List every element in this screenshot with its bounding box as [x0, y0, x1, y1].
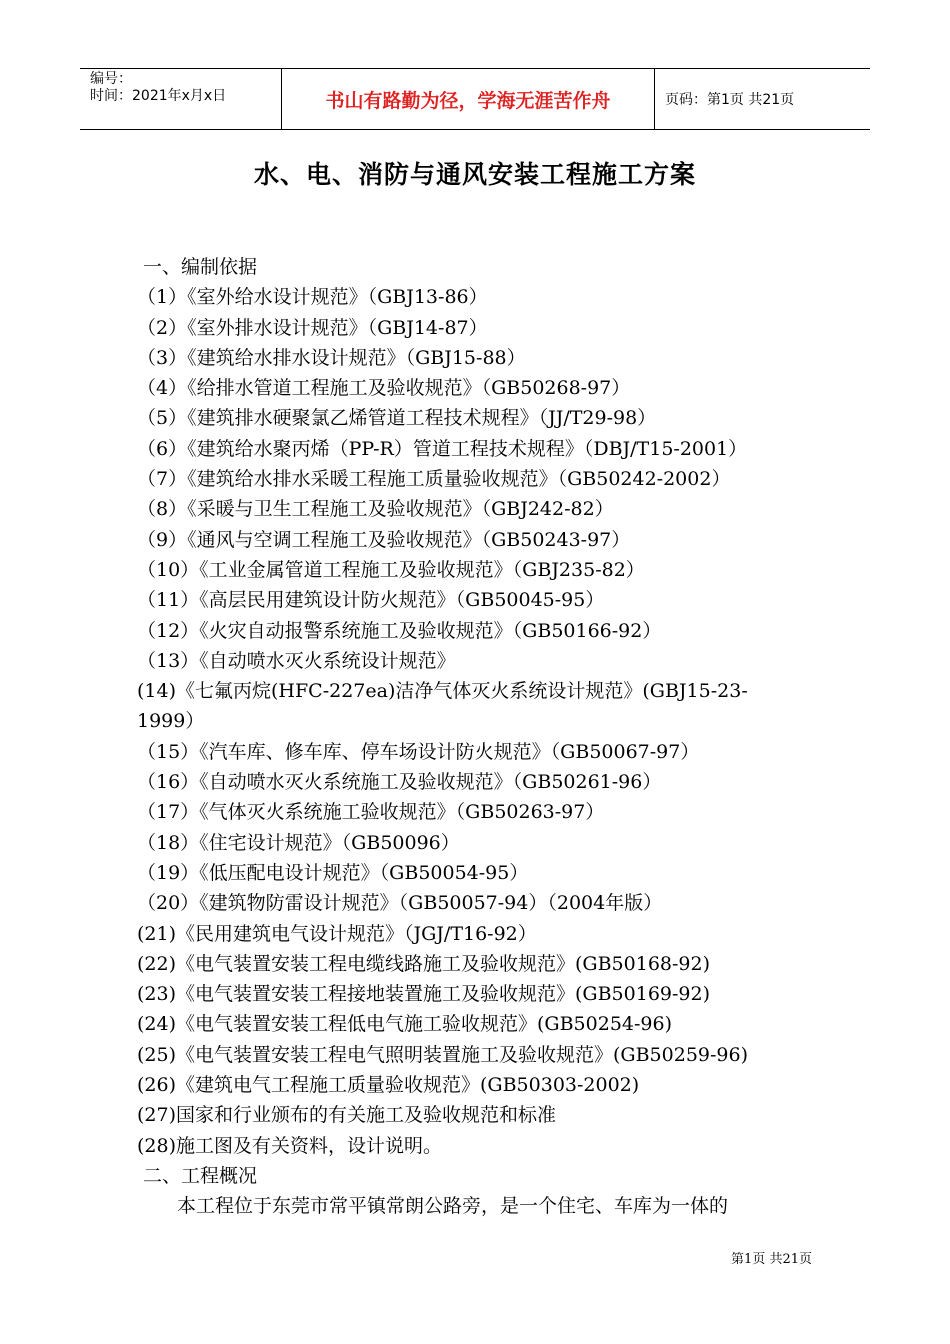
- list-item: (24)《电气装置安装工程低电气施工验收规范》(GB50254-96): [137, 1013, 673, 1036]
- list-item: （3）《建筑给水排水设计规范》（GBJ15-88）: [137, 346, 526, 369]
- list-item: （16）《自动喷水灭火系统施工及验收规范》（GB50261-96）: [137, 771, 662, 794]
- list-item: （17）《气体灭火系统施工验收规范》（GB50263-97）: [137, 801, 605, 824]
- list-item: (28)施工图及有关资料，设计说明。: [137, 1134, 443, 1157]
- doc-time-label: 时间：2021年x月x日: [90, 88, 227, 104]
- list-item: （12）《火灾自动报警系统施工及验收规范》（GB50166-92）: [137, 619, 662, 642]
- list-item: （20）《建筑物防雷设计规范》（GB50057-94）（2004年版）: [137, 892, 663, 915]
- page-header: [80, 68, 870, 130]
- list-item: (21)《民用建筑电气设计规范》（JGJ/T16-92）: [137, 922, 537, 945]
- list-item: （4）《给排水管道工程施工及验收规范》（GB50268-97）: [137, 377, 631, 400]
- document-body: [137, 252, 827, 1222]
- list-item: （6）《建筑给水聚丙烯（PP-R）管道工程技术规程》（DBJ/T15-2001）: [137, 437, 748, 460]
- section-heading-basis: 一、编制依据: [143, 256, 258, 278]
- list-item: （10）《工业金属管道工程施工及验收规范》（GBJ235-82）: [137, 558, 645, 581]
- list-item: (22)《电气装置安装工程电缆线路施工及验收规范》(GB50168-92): [137, 952, 711, 975]
- overview-paragraph: 本工程位于东莞市常平镇常朗公路旁，是一个住宅、车库为一体的: [177, 1195, 729, 1218]
- list-item: （15）《汽车库、修车库、停车场设计防火规范》（GB50067-97）: [137, 740, 700, 763]
- list-item: （18）《住宅设计规范》（GB50096）: [137, 831, 460, 854]
- list-item: （9）《通风与空调工程施工及验收规范》（GB50243-97）: [137, 528, 631, 551]
- list-item: (23)《电气装置安装工程接地装置施工及验收规范》(GB50169-92): [137, 983, 711, 1006]
- list-item: （13）《自动喷水灭火系统设计规范》: [137, 649, 456, 672]
- list-item: （7）《建筑给水排水采暖工程施工质量验收规范》（GB50242-2002）: [137, 468, 731, 491]
- header-page-info: 页码：第1页 共21页: [665, 92, 795, 108]
- list-item: （11）《高层民用建筑设计防火规范》（GB50045-95）: [137, 589, 605, 612]
- list-item: （19）《低压配电设计规范》（GB50054-95）: [137, 861, 529, 884]
- list-item: （8）《采暖与卫生工程施工及验收规范》（GBJ242-82）: [137, 498, 614, 521]
- list-item: (26)《建筑电气工程施工质量验收规范》(GB50303-2002): [137, 1074, 640, 1097]
- doc-number-label: 编号：: [90, 71, 132, 87]
- header-motto: 书山有路勤为径，学海无涯苦作舟: [281, 69, 655, 129]
- list-item: （2）《室外排水设计规范》（GBJ14-87）: [137, 316, 488, 339]
- section-heading-overview: 二、工程概况: [143, 1164, 258, 1187]
- page-footer: 第1页 共21页: [731, 1252, 812, 1267]
- list-item: （1）《室外给水设计规范》（GBJ13-86）: [137, 286, 488, 309]
- list-item: (14)《七氟丙烷(HFC-227ea)洁净气体灭火系统设计规范》(GBJ15-23-: [137, 680, 748, 703]
- list-item: (25)《电气装置安装工程电气照明装置施工及验收规范》(GB50259-96): [137, 1043, 749, 1066]
- header-meta: [80, 69, 281, 129]
- list-item: （5）《建筑排水硬聚氯乙烯管道工程技术规程》（JJ/T29-98）: [137, 407, 657, 430]
- list-item: (27)国家和行业颁布的有关施工及验收规范和标准: [137, 1104, 557, 1127]
- list-item-continuation: 1999）: [137, 710, 205, 733]
- document-title: 水、电、消防与通风安装工程施工方案: [253, 160, 696, 189]
